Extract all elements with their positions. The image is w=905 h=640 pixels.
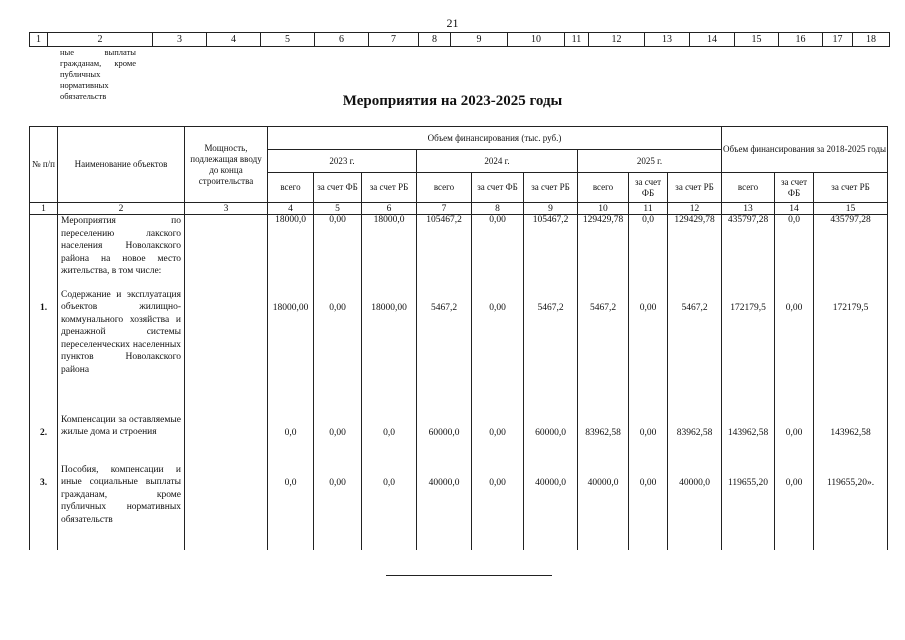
row-value [362, 464, 417, 550]
continuation-col-number: 9 [451, 33, 508, 47]
row-value [814, 464, 888, 550]
value-text: 0,00 [639, 477, 657, 488]
value-text: 435797,28 [830, 215, 871, 225]
row-value [314, 289, 362, 414]
subheader-total: всего [722, 173, 775, 203]
value-text: 0,00 [329, 215, 346, 225]
row-value [524, 464, 578, 550]
column-number: 8 [472, 203, 524, 215]
row-value [629, 464, 668, 550]
row-value [668, 289, 722, 414]
value-text: 18000,00 [272, 302, 309, 313]
value-text: 129429,78 [674, 215, 715, 225]
continuation-col-number: 10 [508, 33, 565, 47]
row-value [578, 414, 629, 464]
subheader-total: всего [578, 173, 629, 203]
row-value [417, 414, 472, 464]
column-number: 14 [775, 203, 814, 215]
value-text: 0,00 [489, 215, 506, 225]
continuation-col-number: 4 [207, 33, 261, 47]
subheader-rb: за счет РБ [362, 173, 417, 203]
row-value [722, 215, 775, 289]
value-text: 0,00 [329, 302, 346, 313]
row-capacity [185, 464, 268, 550]
value-text: 0,00 [785, 427, 803, 438]
header-num: № п/п [30, 127, 58, 203]
value-text: 18000,0 [275, 215, 306, 225]
subheader-rb: за счет РБ [524, 173, 578, 203]
column-number: 6 [362, 203, 417, 215]
subheader-total: всего [268, 173, 314, 203]
row-number: 1. [30, 289, 58, 414]
column-number: 15 [814, 203, 888, 215]
continuation-col-number: 14 [690, 33, 735, 47]
value-text: 0,0 [284, 477, 297, 488]
row-value [524, 414, 578, 464]
value-text: 119655,20 [728, 477, 769, 488]
column-number: 1 [30, 203, 58, 215]
row-value [775, 464, 814, 550]
row-value [524, 215, 578, 289]
continuation-col-number: 8 [419, 33, 451, 47]
continuation-col-number: 12 [589, 33, 645, 47]
value-text: 0,00 [639, 427, 657, 438]
row-value [578, 289, 629, 414]
row-value [417, 289, 472, 414]
value-text: 5467,2 [681, 302, 708, 313]
row-value [472, 464, 524, 550]
row-value [722, 414, 775, 464]
column-number: 11 [629, 203, 668, 215]
value-text: 143962,58 [727, 427, 769, 438]
row-value [668, 464, 722, 550]
column-number: 4 [268, 203, 314, 215]
row-value [578, 464, 629, 550]
value-text: 60000,0 [535, 427, 566, 438]
row-value [629, 215, 668, 289]
continuation-col-number: 1 [30, 33, 48, 47]
column-number: 5 [314, 203, 362, 215]
value-text: 5467,2 [537, 302, 564, 313]
value-text: 40000,0 [679, 477, 710, 488]
row-value [314, 414, 362, 464]
table-row [30, 289, 888, 414]
subheader-fb: за счет ФБ [314, 173, 362, 203]
value-text: 0,0 [284, 427, 297, 438]
section-title: Мероприятия на 2023-2025 годы [342, 93, 563, 109]
value-text: 105467,2 [532, 215, 569, 225]
row-value [268, 464, 314, 550]
continuation-col-number: 18 [853, 33, 890, 47]
header-funding: Объем финансирования (тыс. руб.) [268, 127, 722, 150]
table-row [30, 414, 888, 464]
value-text: 0,0 [383, 427, 395, 438]
table-row [30, 215, 888, 289]
value-text: 5467,2 [589, 302, 617, 313]
column-number: 2 [58, 203, 185, 215]
value-text: 0,0 [788, 215, 800, 225]
row-value [268, 215, 314, 289]
row-value [578, 215, 629, 289]
continuation-col-number: 6 [315, 33, 369, 47]
header-name: Наименование объектов [58, 127, 185, 203]
row-value [814, 289, 888, 414]
header-funding-total: Объем финансирования за 2018-2025 годы [722, 127, 888, 173]
row-value [362, 215, 417, 289]
row-value [314, 215, 362, 289]
row-name: Компенсации за оставляемые жилые дома и строения [58, 414, 185, 464]
value-text: 172179,5 [730, 302, 766, 313]
continuation-col-number: 2 [48, 33, 153, 47]
value-text: 18000,0 [373, 215, 405, 225]
continuation-col-number: 5 [261, 33, 315, 47]
subheader-rb: за счет РБ [814, 173, 888, 203]
value-text: 40000,0 [587, 477, 619, 488]
column-number: 9 [524, 203, 578, 215]
value-text: 172179,5 [832, 302, 869, 313]
value-text: 0,00 [489, 477, 506, 488]
value-text: 143962,58 [830, 427, 871, 438]
row-value [472, 414, 524, 464]
row-value [668, 414, 722, 464]
continuation-col-number: 11 [565, 33, 589, 47]
continuation-table [29, 32, 890, 47]
row-number: 3. [30, 464, 58, 550]
continuation-col-number: 13 [645, 33, 690, 47]
row-value [814, 414, 888, 464]
continuation-col-number: 16 [779, 33, 823, 47]
row-name: Мероприятия по переселению лакского населения Новолакского района на новое место жительства, в том числе: [58, 215, 185, 289]
value-text: 119655,20». [826, 477, 875, 488]
row-number [30, 215, 58, 289]
row-value [362, 414, 417, 464]
header-year-2023: 2023 г. [268, 150, 417, 173]
continuation-col-number: 17 [823, 33, 853, 47]
row-value [417, 464, 472, 550]
continuation-col-number: 3 [153, 33, 207, 47]
previous-page-text: ные выплаты гражданам, кроме публичных нормативных обязательств [60, 47, 136, 101]
row-value [472, 289, 524, 414]
row-value [775, 414, 814, 464]
subheader-total: всего [417, 173, 472, 203]
subheader-fb: за счет ФБ [775, 173, 814, 203]
value-text: 0,00 [329, 477, 346, 488]
row-value [629, 289, 668, 414]
page-number: 21 [446, 16, 459, 30]
column-number: 13 [722, 203, 775, 215]
column-number: 12 [668, 203, 722, 215]
value-text: 0,00 [639, 302, 657, 313]
value-text: 0,00 [489, 302, 506, 313]
row-capacity [185, 215, 268, 289]
value-text: 40000,0 [535, 477, 566, 488]
funding-table [29, 126, 888, 550]
row-value [722, 464, 775, 550]
continuation-col-number: 7 [369, 33, 419, 47]
footer-rule [386, 575, 552, 576]
header-year-2025: 2025 г. [578, 150, 722, 173]
value-text: 83962,58 [676, 427, 713, 438]
row-value [268, 414, 314, 464]
value-text: 0,00 [329, 427, 346, 438]
row-value [722, 289, 775, 414]
header-year-2024: 2024 г. [417, 150, 578, 173]
value-text: 5467,2 [430, 302, 458, 313]
column-number: 7 [417, 203, 472, 215]
row-value [472, 215, 524, 289]
row-capacity [185, 414, 268, 464]
value-text: 0,0 [642, 215, 654, 225]
value-text: 435797,28 [727, 215, 769, 225]
row-value [668, 215, 722, 289]
row-value [417, 215, 472, 289]
table-row [30, 464, 888, 550]
continuation-col-number: 15 [735, 33, 779, 47]
subheader-fb: за счет ФБ [629, 173, 668, 203]
row-value [268, 289, 314, 414]
row-number: 2. [30, 414, 58, 464]
row-value [524, 289, 578, 414]
row-value [814, 215, 888, 289]
row-value [775, 289, 814, 414]
value-text: 129429,78 [582, 215, 624, 225]
row-capacity [185, 289, 268, 414]
row-value [775, 215, 814, 289]
column-number: 10 [578, 203, 629, 215]
value-text: 0,00 [785, 477, 803, 488]
subheader-fb: за счет ФБ [472, 173, 524, 203]
row-value [314, 464, 362, 550]
header-capacity: Мощность, подлежащая вводу до конца строительства [185, 127, 268, 203]
column-number: 3 [185, 203, 268, 215]
row-value [629, 414, 668, 464]
value-text: 40000,0 [428, 477, 460, 488]
value-text: 105467,2 [426, 215, 462, 225]
value-text: 0,0 [383, 477, 395, 488]
value-text: 0,00 [489, 427, 506, 438]
value-text: 83962,58 [585, 427, 621, 438]
row-name: Содержание и эксплуатация объектов жилищно-коммунального хозяйства и дренажной системы переселенческих населенных пунктов Новолакского района [58, 289, 185, 414]
value-text: 0,00 [785, 302, 803, 313]
subheader-rb: за счет РБ [668, 173, 722, 203]
value-text: 18000,00 [371, 302, 407, 313]
row-value [362, 289, 417, 414]
value-text: 60000,0 [428, 427, 460, 438]
row-name: Пособия, компенсации и иные социальные выплаты гражданам, кроме публичных нормативных обязательств [58, 464, 185, 550]
